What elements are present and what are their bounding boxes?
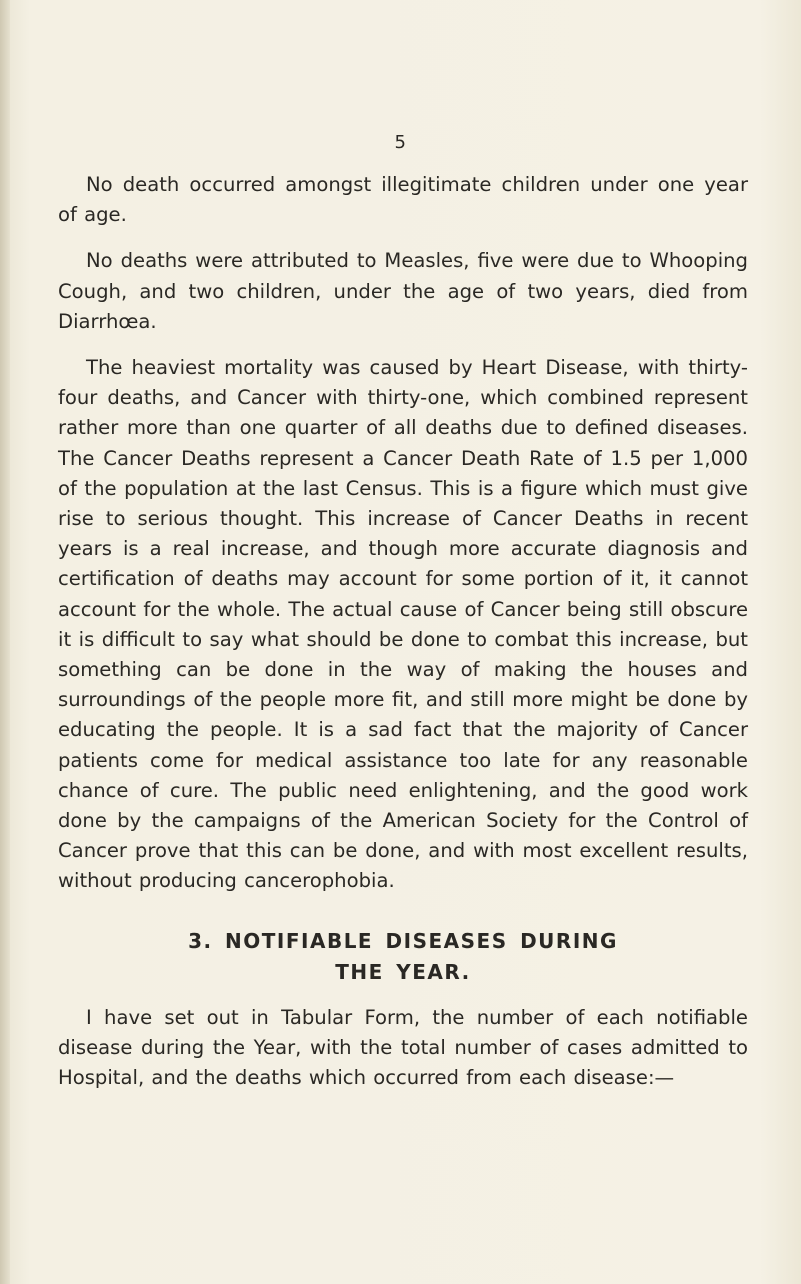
section-heading bbox=[58, 926, 748, 988]
page-binding-edge bbox=[0, 0, 10, 1284]
paragraph-measles-whooping-cough: No deaths were attributed to Measles, five were due to Whooping Cough, and two children, under the age of two years, died from Diarrhœa. bbox=[58, 249, 748, 333]
section-heading-line-1: 3. NOTIFIABLE DISEASES DURING bbox=[188, 928, 618, 953]
paragraph-illegitimate-children: No death occurred amongst illegitimate children under one year of age. bbox=[58, 173, 748, 227]
page-number: 5 bbox=[394, 132, 407, 153]
paragraph-notifiable-diseases: I have set out in Tabular Form, the number of each notifiable disease during the Year, with the total number of cases admitted to Hospital, and the deaths which occurred from each disease:— bbox=[58, 1005, 748, 1090]
section-heading-line-2: THE YEAR. bbox=[335, 959, 471, 984]
paragraph-heart-disease-cancer: The heaviest mortality was caused by Heart Disease, with thirty-four deaths, and Cancer with thirty-one, which combined represent rather more than one quarter of all deaths due to defined diseases. The Cancer Deaths represent a Cancer Death Rate of 1.5 per 1,000 of the population at the last Census. This is a figure which must give rise to serious thought. This increase of Cancer Deaths in recent years is a real increase, and though more accurate diagnosis and certification of deaths may account for some portion of it, it cannot account for the whole. The actual cause of Cancer being still obscure it is difficult to say what should be done to combat this increase, but something can be done in the way of making the houses and surroundings of the people more fit, and still more might be done by educating the people. It is a sad fact that the majority of Cancer patients come for medical assistance too late for any reasonable chance of cure. The public need enlightening, and the good work done by the campaigns of the American Society for the Control of Cancer prove that this can be done, and with most excellent results, without producing cancerophobia. bbox=[58, 356, 748, 893]
page-body bbox=[58, 170, 748, 1093]
